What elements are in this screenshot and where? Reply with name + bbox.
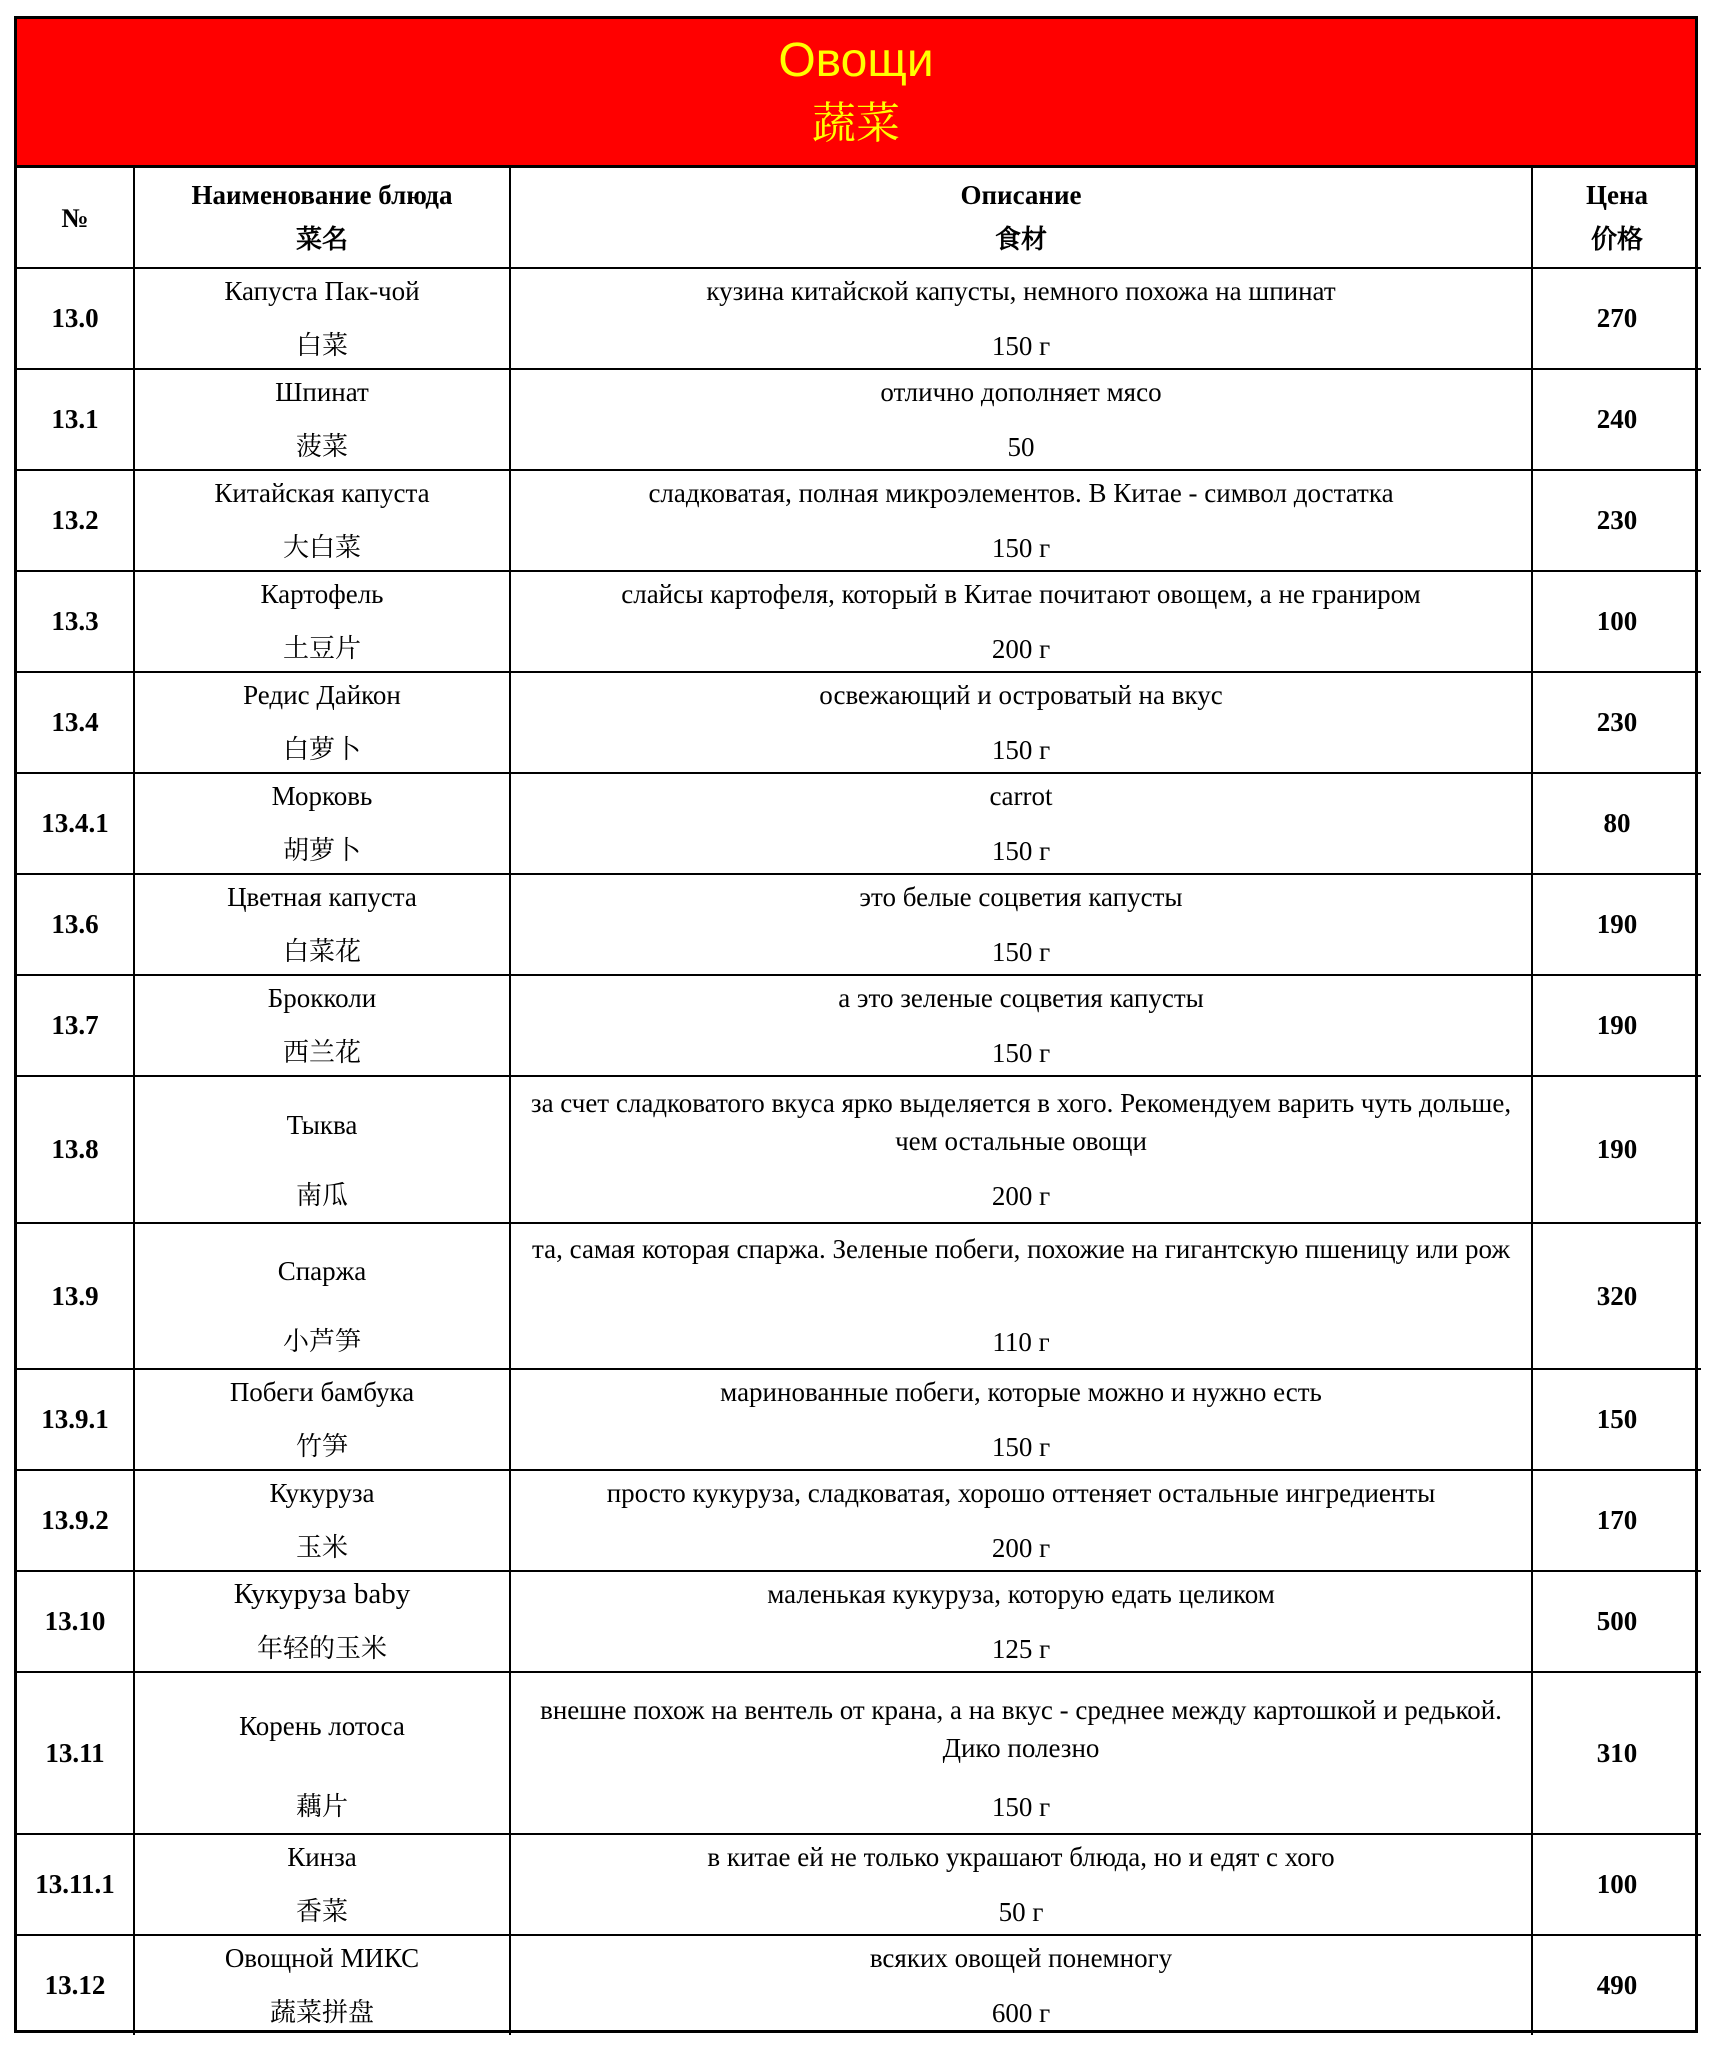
row-name: Тыква 南瓜 <box>134 1076 510 1223</box>
row-num: 13.4 <box>17 672 134 773</box>
row-price: 190 <box>1532 975 1701 1076</box>
row-name: Кукуруза 玉米 <box>134 1470 510 1571</box>
table-row <box>17 672 1701 773</box>
row-price: 170 <box>1532 1470 1701 1571</box>
row-num: 13.9 <box>17 1223 134 1369</box>
row-name: Корень лотоса 藕片 <box>134 1672 510 1834</box>
row-num: 13.10 <box>17 1571 134 1672</box>
row-desc: отлично дополняет мясо 50 <box>510 369 1532 470</box>
row-num: 13.8 <box>17 1076 134 1223</box>
row-name: Побеги бамбука 竹笋 <box>134 1369 510 1470</box>
row-price: 310 <box>1532 1672 1701 1834</box>
table-row <box>17 470 1701 571</box>
row-price: 270 <box>1532 268 1701 369</box>
table-row <box>17 1470 1701 1571</box>
table-row <box>17 1672 1701 1834</box>
header-desc: Описание 食材 <box>510 168 1532 268</box>
row-name: Брокколи 西兰花 <box>134 975 510 1076</box>
table-row <box>17 1076 1701 1223</box>
row-name: Спаржа 小芦笋 <box>134 1223 510 1369</box>
row-desc: сладковатая, полная микроэлементов. В Китае - символ достатка 150 г <box>510 470 1532 571</box>
header-price: Цена 价格 <box>1532 168 1701 268</box>
row-num: 13.3 <box>17 571 134 672</box>
row-num: 13.9.2 <box>17 1470 134 1571</box>
row-name: Овощной МИКС 蔬菜拼盘 <box>134 1935 510 2035</box>
row-name: Кинза 香菜 <box>134 1834 510 1935</box>
menu-banner <box>17 19 1695 168</box>
table-row <box>17 975 1701 1076</box>
row-name: Морковь 胡萝卜 <box>134 773 510 874</box>
row-desc: carrot 150 г <box>510 773 1532 874</box>
table-row <box>17 571 1701 672</box>
row-price: 230 <box>1532 672 1701 773</box>
table-row <box>17 773 1701 874</box>
row-name: Китайская капуста 大白菜 <box>134 470 510 571</box>
row-desc: в китае ей не только украшают блюда, но и едят с хого 50 г <box>510 1834 1532 1935</box>
row-desc: а это зеленые соцветия капусты 150 г <box>510 975 1532 1076</box>
row-name: Редис Дайкон 白萝卜 <box>134 672 510 773</box>
menu-title-ru: Овощи <box>778 34 934 87</box>
table-row <box>17 369 1701 470</box>
row-price: 100 <box>1532 571 1701 672</box>
row-name: Кукуруза baby 年轻的玉米 <box>134 1571 510 1672</box>
row-num: 13.6 <box>17 874 134 975</box>
row-desc: маринованные побеги, которые можно и нужно есть 150 г <box>510 1369 1532 1470</box>
row-num: 13.1 <box>17 369 134 470</box>
row-name: Цветная капуста 白菜花 <box>134 874 510 975</box>
row-desc: это белые соцветия капусты 150 г <box>510 874 1532 975</box>
header-num: № <box>17 168 134 268</box>
table-row <box>17 1935 1701 2035</box>
row-desc: та, самая которая спаржа. Зеленые побеги, похожие на гигантскую пшеницу или рож 110 г <box>510 1223 1532 1369</box>
header-name: Наименование блюда 菜名 <box>134 168 510 268</box>
row-desc: слайсы картофеля, который в Китае почитают овощем, а не граниром 200 г <box>510 571 1532 672</box>
row-num: 13.12 <box>17 1935 134 2035</box>
row-price: 500 <box>1532 1571 1701 1672</box>
table-row <box>17 874 1701 975</box>
row-name: Шпинат 菠菜 <box>134 369 510 470</box>
row-desc: за счет сладковатого вкуса ярко выделяется в хого. Рекомендуем варить чуть дольше, чем остальные овощи 200 г <box>510 1076 1532 1223</box>
row-num: 13.11.1 <box>17 1834 134 1935</box>
row-name: Капуста Пак-чой 白菜 <box>134 268 510 369</box>
row-num: 13.11 <box>17 1672 134 1834</box>
row-num: 13.4.1 <box>17 773 134 874</box>
menu-table <box>17 168 1701 2035</box>
row-num: 13.0 <box>17 268 134 369</box>
row-name: Картофель 土豆片 <box>134 571 510 672</box>
row-desc: маленькая кукуруза, которую едать целиком 125 г <box>510 1571 1532 1672</box>
row-price: 190 <box>1532 874 1701 975</box>
table-row <box>17 1571 1701 1672</box>
row-num: 13.7 <box>17 975 134 1076</box>
table-row <box>17 268 1701 369</box>
row-price: 150 <box>1532 1369 1701 1470</box>
table-row <box>17 1834 1701 1935</box>
row-num: 13.9.1 <box>17 1369 134 1470</box>
row-price: 80 <box>1532 773 1701 874</box>
row-price: 490 <box>1532 1935 1701 2035</box>
row-price: 190 <box>1532 1076 1701 1223</box>
row-price: 240 <box>1532 369 1701 470</box>
table-row <box>17 1223 1701 1369</box>
row-desc: кузина китайской капусты, немного похожа на шпинат 150 г <box>510 268 1532 369</box>
menu-title-zh: 蔬菜 <box>812 98 900 149</box>
row-desc: просто кукуруза, сладковатая, хорошо оттеняет остальные ингредиенты 200 г <box>510 1470 1532 1571</box>
row-desc: освежающий и островатый на вкус 150 г <box>510 672 1532 773</box>
menu-sheet <box>14 16 1698 2033</box>
table-row <box>17 1369 1701 1470</box>
table-header-row <box>17 168 1701 268</box>
row-desc: всяких овощей понемногу 600 г <box>510 1935 1532 2035</box>
row-price: 100 <box>1532 1834 1701 1935</box>
row-desc: внешне похож на вентель от крана, а на вкус - среднее между картошкой и редькой. Дико полезно 150 г <box>510 1672 1532 1834</box>
row-price: 320 <box>1532 1223 1701 1369</box>
row-num: 13.2 <box>17 470 134 571</box>
row-price: 230 <box>1532 470 1701 571</box>
